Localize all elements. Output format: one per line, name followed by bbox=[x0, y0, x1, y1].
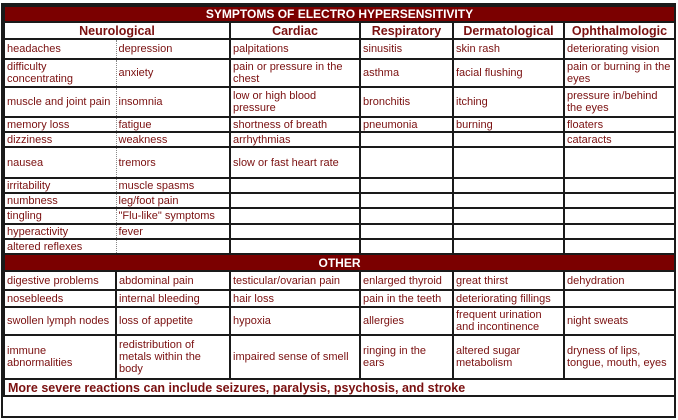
table-cell: swollen lymph nodes bbox=[4, 307, 116, 335]
table-cell bbox=[116, 239, 230, 254]
header-respiratory: Respiratory bbox=[360, 22, 453, 39]
table-cell: fatigue bbox=[116, 117, 230, 132]
table-row bbox=[4, 39, 675, 59]
table-cell: immune abnormalities bbox=[4, 335, 116, 379]
table-cell: frequent urination and incontinence bbox=[453, 307, 564, 335]
title-row bbox=[4, 6, 675, 22]
table-cell: enlarged thyroid bbox=[360, 271, 453, 290]
header-cardiac: Cardiac bbox=[230, 22, 360, 39]
table-cell bbox=[453, 147, 564, 178]
table-cell: cataracts bbox=[564, 132, 675, 147]
table-row bbox=[4, 117, 675, 132]
table-cell: memory loss bbox=[4, 117, 116, 132]
table-cell: abdominal pain bbox=[116, 271, 230, 290]
table-title: SYMPTOMS OF ELECTRO HYPERSENSITIVITY bbox=[4, 6, 675, 22]
table-cell: pneumonia bbox=[360, 117, 453, 132]
table-cell: leg/foot pain bbox=[116, 193, 230, 208]
table-cell: low or high blood pressure bbox=[230, 87, 360, 117]
table-cell bbox=[564, 147, 675, 178]
table-row bbox=[4, 208, 675, 224]
table-row bbox=[4, 193, 675, 208]
table-cell: numbness bbox=[4, 193, 116, 208]
table-row bbox=[4, 59, 675, 87]
table-cell: impaired sense of smell bbox=[230, 335, 360, 379]
table-row bbox=[4, 224, 675, 239]
table-cell: skin rash bbox=[453, 39, 564, 59]
header-neurological: Neurological bbox=[4, 22, 230, 39]
table-cell: allergies bbox=[360, 307, 453, 335]
symptoms-table bbox=[3, 5, 676, 397]
table-row bbox=[4, 335, 675, 379]
header-ophthalmologic: Ophthalmologic bbox=[564, 22, 675, 39]
table-cell bbox=[564, 178, 675, 193]
table-cell: nosebleeds bbox=[4, 290, 116, 307]
other-section-row bbox=[4, 254, 675, 271]
table-cell: tingling bbox=[4, 208, 116, 224]
table-row bbox=[4, 290, 675, 307]
table-cell: pain in the teeth bbox=[360, 290, 453, 307]
table-row bbox=[4, 307, 675, 335]
table-cell bbox=[453, 208, 564, 224]
table-cell bbox=[360, 147, 453, 178]
table-cell bbox=[453, 178, 564, 193]
table-cell: muscle spasms bbox=[116, 178, 230, 193]
table-cell: deteriorating vision bbox=[564, 39, 675, 59]
table-cell: anxiety bbox=[116, 59, 230, 87]
table-cell bbox=[360, 178, 453, 193]
table-cell: palpitations bbox=[230, 39, 360, 59]
table-cell: great thirst bbox=[453, 271, 564, 290]
table-cell: hyperactivity bbox=[4, 224, 116, 239]
table-cell: altered reflexes bbox=[4, 239, 116, 254]
table-cell: burning bbox=[453, 117, 564, 132]
table-cell: pain or burning in the eyes bbox=[564, 59, 675, 87]
table-cell: dehydration bbox=[564, 271, 675, 290]
table-cell: tremors bbox=[116, 147, 230, 178]
table-cell bbox=[360, 208, 453, 224]
table-cell: slow or fast heart rate bbox=[230, 147, 360, 178]
table-cell bbox=[453, 224, 564, 239]
table-cell: altered sugar metabolism bbox=[453, 335, 564, 379]
other-section-title: OTHER bbox=[4, 254, 675, 271]
header-dermatological: Dermatological bbox=[453, 22, 564, 39]
table-cell: fever bbox=[116, 224, 230, 239]
table-row bbox=[4, 239, 675, 254]
table-cell bbox=[360, 239, 453, 254]
footer-row bbox=[4, 379, 675, 396]
table-cell: facial flushing bbox=[453, 59, 564, 87]
symptoms-table-sheet bbox=[1, 3, 676, 418]
table-cell: internal bleeding bbox=[116, 290, 230, 307]
table-row bbox=[4, 178, 675, 193]
table-row bbox=[4, 271, 675, 290]
table-cell: hair loss bbox=[230, 290, 360, 307]
table-cell: irritability bbox=[4, 178, 116, 193]
table-row bbox=[4, 132, 675, 147]
table-cell: redistribution of metals within the body bbox=[116, 335, 230, 379]
table-cell bbox=[564, 224, 675, 239]
table-cell: floaters bbox=[564, 117, 675, 132]
table-cell bbox=[564, 239, 675, 254]
table-cell bbox=[453, 193, 564, 208]
table-cell: insomnia bbox=[116, 87, 230, 117]
table-cell: hypoxia bbox=[230, 307, 360, 335]
table-cell bbox=[230, 208, 360, 224]
table-cell: weakness bbox=[116, 132, 230, 147]
table-cell bbox=[230, 224, 360, 239]
table-cell: shortness of breath bbox=[230, 117, 360, 132]
table-cell: difficulty concentrating bbox=[4, 59, 116, 87]
table-cell: dryness of lips, tongue, mouth, eyes bbox=[564, 335, 675, 379]
table-cell bbox=[360, 132, 453, 147]
table-cell: sinusitis bbox=[360, 39, 453, 59]
table-cell: pressure in/behind the eyes bbox=[564, 87, 675, 117]
table-cell: arrhythmias bbox=[230, 132, 360, 147]
table-cell: pain or pressure in the chest bbox=[230, 59, 360, 87]
table-cell bbox=[230, 193, 360, 208]
table-cell bbox=[564, 290, 675, 307]
footer-note: More severe reactions can include seizures, paralysis, psychosis, and stroke bbox=[4, 379, 675, 396]
table-cell: loss of appetite bbox=[116, 307, 230, 335]
table-cell: headaches bbox=[4, 39, 116, 59]
table-cell: dizziness bbox=[4, 132, 116, 147]
table-cell bbox=[453, 132, 564, 147]
table-cell bbox=[564, 208, 675, 224]
table-cell: nausea bbox=[4, 147, 116, 178]
table-cell bbox=[230, 178, 360, 193]
table-row bbox=[4, 87, 675, 117]
table-cell: depression bbox=[116, 39, 230, 59]
table-cell: deteriorating fillings bbox=[453, 290, 564, 307]
table-cell: digestive problems bbox=[4, 271, 116, 290]
table-cell: testicular/ovarian pain bbox=[230, 271, 360, 290]
table-cell bbox=[564, 193, 675, 208]
table-row bbox=[4, 147, 675, 178]
table-cell: night sweats bbox=[564, 307, 675, 335]
table-cell bbox=[360, 224, 453, 239]
table-cell: itching bbox=[453, 87, 564, 117]
table-cell: muscle and joint pain bbox=[4, 87, 116, 117]
category-header-row bbox=[4, 22, 675, 39]
table-cell bbox=[360, 193, 453, 208]
table-cell: ringing in the ears bbox=[360, 335, 453, 379]
table-cell: bronchitis bbox=[360, 87, 453, 117]
table-cell bbox=[230, 239, 360, 254]
table-cell bbox=[453, 239, 564, 254]
table-cell: asthma bbox=[360, 59, 453, 87]
table-cell: "Flu-like" symptoms bbox=[116, 208, 230, 224]
